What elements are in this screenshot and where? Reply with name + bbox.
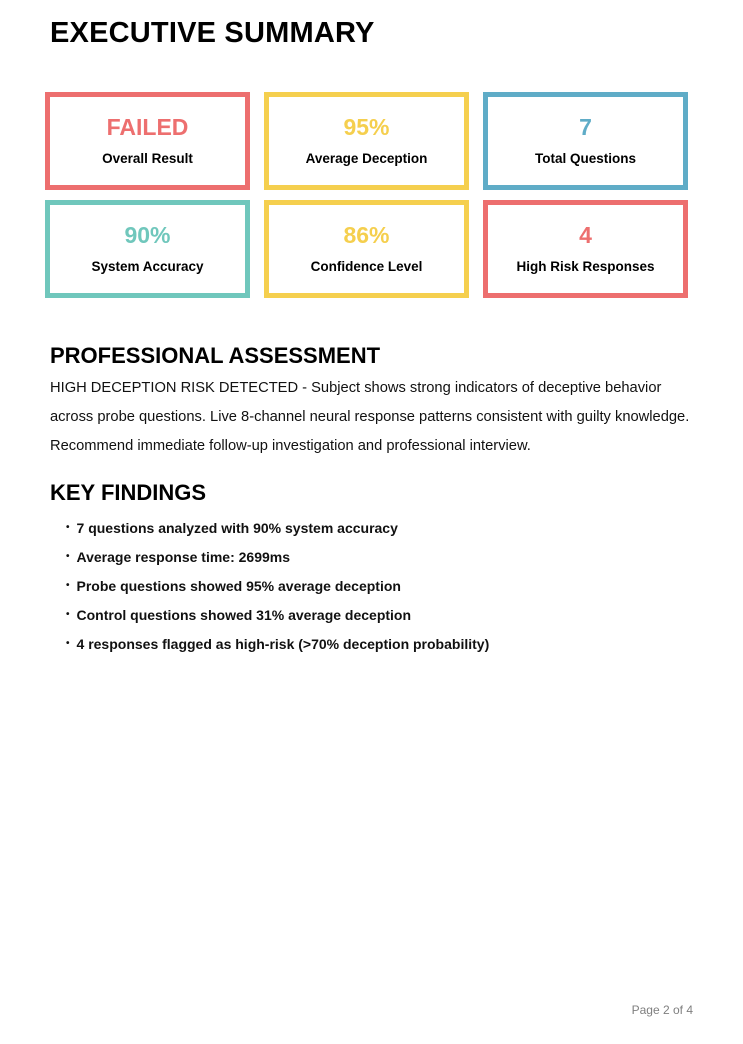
key-finding-text: Probe questions showed 95% average deception bbox=[76, 578, 401, 594]
page-title: EXECUTIVE SUMMARY bbox=[50, 17, 375, 49]
stat-card-overall-result bbox=[45, 92, 250, 190]
section-heading-key-findings: KEY FINDINGS bbox=[50, 480, 207, 505]
bullet-icon: • bbox=[66, 551, 70, 562]
key-finding-text: 4 responses flagged as high-risk (>70% deception probability) bbox=[76, 636, 490, 652]
stat-card-confidence-level bbox=[264, 200, 469, 298]
stat-value: FAILED bbox=[106, 114, 189, 141]
stat-value: 90% bbox=[124, 222, 171, 249]
key-finding-text: 7 questions analyzed with 90% system accuracy bbox=[76, 520, 398, 536]
stat-value: 4 bbox=[579, 222, 592, 249]
key-finding-text: Average response time: 2699ms bbox=[76, 549, 290, 565]
bullet-icon: • bbox=[66, 609, 70, 620]
stat-label: Average Deception bbox=[305, 151, 428, 167]
stat-label: High Risk Responses bbox=[516, 259, 655, 275]
bullet-icon: • bbox=[66, 580, 70, 591]
stat-value: 86% bbox=[343, 222, 390, 249]
key-findings-list bbox=[66, 521, 489, 666]
assessment-body-text: HIGH DECEPTION RISK DETECTED - Subject shows strong indicators of deceptive behavior across probe questions. Live 8-channel neural response patterns consistent with guilty knowledge. Recommend immediate follow-up investigation and professional interview. bbox=[50, 380, 690, 454]
stat-card-average-deception bbox=[264, 92, 469, 190]
key-finding-item bbox=[66, 521, 489, 535]
key-finding-item bbox=[66, 608, 489, 622]
summary-cards-grid bbox=[45, 92, 688, 298]
stat-card-system-accuracy bbox=[45, 200, 250, 298]
key-finding-text: Control questions showed 31% average deception bbox=[76, 607, 412, 623]
section-heading-professional-assessment: PROFESSIONAL ASSESSMENT bbox=[50, 343, 381, 368]
stat-label: Confidence Level bbox=[310, 259, 423, 275]
stat-label: Overall Result bbox=[102, 151, 193, 167]
stat-value: 7 bbox=[579, 114, 592, 141]
bullet-icon: • bbox=[66, 638, 70, 649]
stat-card-high-risk-responses bbox=[483, 200, 688, 298]
key-finding-item bbox=[66, 579, 489, 593]
stat-value: 95% bbox=[343, 114, 390, 141]
page-number: Page 2 of 4 bbox=[631, 1003, 693, 1017]
stat-label: System Accuracy bbox=[91, 259, 204, 275]
key-finding-item bbox=[66, 637, 489, 651]
bullet-icon: • bbox=[66, 522, 70, 533]
stat-label: Total Questions bbox=[534, 151, 636, 167]
key-finding-item bbox=[66, 550, 489, 564]
stat-card-total-questions bbox=[483, 92, 688, 190]
